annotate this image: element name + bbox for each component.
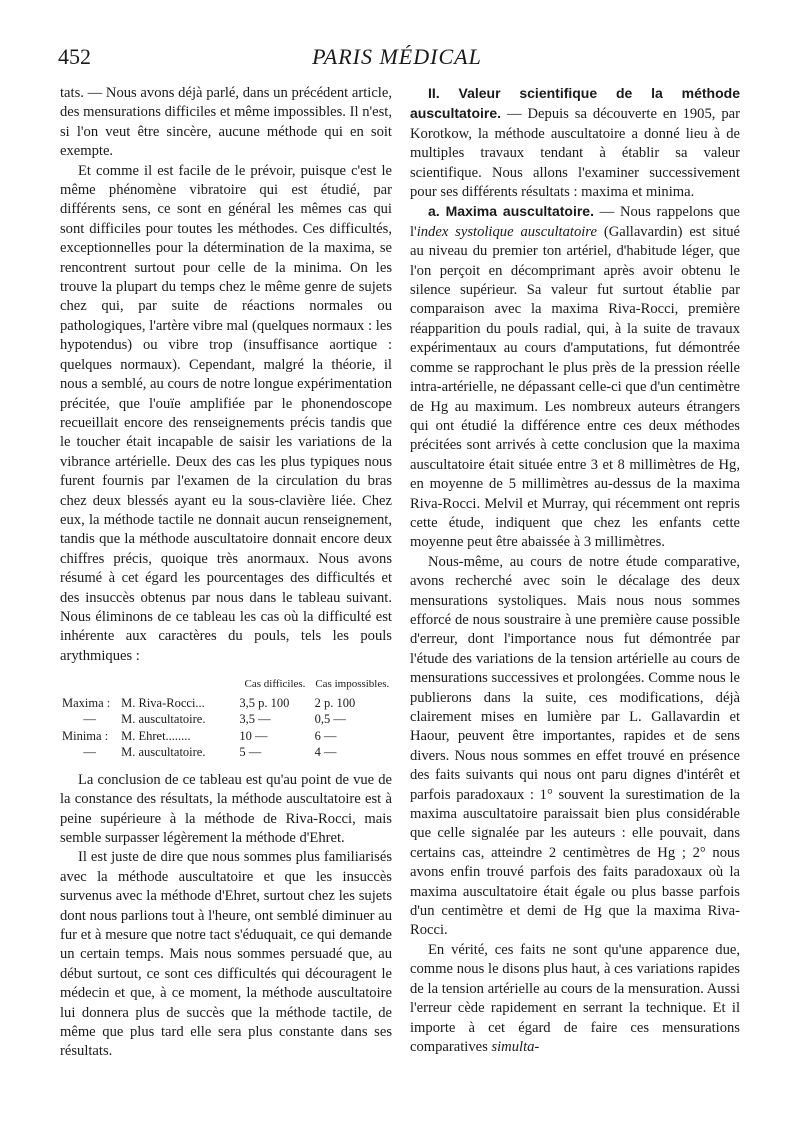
- table-header-row: [60, 676, 392, 695]
- row-impossibles: 2 p. 100: [314, 695, 356, 710]
- row-section: —: [83, 745, 96, 760]
- row-impossibles: 6 —: [314, 728, 337, 743]
- row-difficiles: 3,5 p. 100: [239, 695, 290, 710]
- subsection-paragraph: [410, 202, 740, 552]
- results-table: [60, 676, 392, 761]
- row-difficiles: 3,5 —: [239, 712, 271, 727]
- paragraph-1: tats. — Nous avons déjà parlé, dans un précédent article, des mensurations difficiles et même impossibles. Il n'est, si l'on veut être sincère, aucune méthode qui en soit exempte.: [60, 85, 392, 160]
- row-method: M. Riva-Rocci...: [121, 695, 205, 710]
- section-title: II. Valeur scientifique de la méthode auscultatoire.: [410, 85, 740, 122]
- paragraph-6-italic: simulta-: [491, 1038, 540, 1055]
- row-section: Maxima :: [62, 695, 111, 710]
- left-column: [60, 84, 392, 1062]
- table-row: [60, 695, 392, 712]
- subsection-text-2: (Gallavardin) est situé au niveau du premier ton artériel, d'habitude léger, que l'on perçoit en décomprimant après avoir obtenu le silence supérieur. Sa valeur fut surtout établie par comparaison avec la maxima Riva-Rocci, première réapparition du pouls radial, qui, à la suite de travaux expérimentaux au cours d'amputations, fut démontrée comme se rapprochant le plus près de la pression réelle intra-artérielle, ne dépassant celle-ci que d'un centimètre de Hg au maximum. Les nombreux auteurs étrangers qui ont étudié la différence entre ces deux méthodes précitées sont arrivés à cette conclusion que la maxima auscultatoire était située entre 3 et 8 millimètres de Hg, en moyenne de 5 millimètres au-dessus de la maxima Riva-Rocci. Melvil et Murray, qui récemment ont repris cette étude, indiquent que chez les enfants cette moyenne peut être abaissée à 3 millimètres.: [410, 223, 741, 551]
- row-section: —: [83, 712, 96, 727]
- row-method: M. auscultatoire.: [121, 712, 206, 727]
- subsection-italic: index systolique auscultatoire: [416, 223, 597, 240]
- subsection-title: a. Maxima auscultatoire.: [428, 203, 594, 220]
- table-row: [60, 728, 392, 745]
- row-method: M. auscultatoire.: [121, 745, 206, 760]
- paragraph-4: Il est juste de dire que nous sommes plus familiarisés avec la méthode auscultatoire et que les insuccès survenus avec la méthode d'Ehret, surtout chez les sujets dont nous parlions tout à l'heure, ont semblé diminuer au fur et à mesure que notre tact s'éduquait, ce qui demande un certain temps. Mais nous sommes persuadé que, au début surtout, ce sont ces difficultés qui découragent le médecin et que, à ce moment, la méthode auscultatoire lui donnera plus de succès que la méthode tactile, de même que plus tard elle sera plus constante dans ses résultats.: [60, 849, 392, 1060]
- page-number: 452: [58, 44, 91, 69]
- row-method: M. Ehret........: [121, 728, 191, 743]
- paragraph-2: Et comme il est facile de le prévoir, puisque c'est le même phénomène vibratoire qui est étudié, par différents sens, ce sont en général les mêmes cas qui sont difficiles pour toutes les méthodes. Ces difficultés, exceptionnelles pour la détermination de la maxima, se rencontrent surtout pour celle de la minima. On les trouve la plupart du temps chez le même genre de sujets chez qui, par suite de réactions normales ou pathologiques, l'artère vibre mal (quelques normaux : les hypotendus) ou vibre trop (insuffisance aortique : quelques normaux). Cependant, malgré la théorie, il nous a semblé, au cours de notre longue expérimentation précitée, que l'ouïe amplifiée par le phonendoscope recueillait encore des renseignements précis tandis que le toucher était incapable de saisir les variations de la vibrance artérielle. Deux des cas les plus typiques nous furent fournis par l'examen de la circulation du bras chez deux blessés ayant eu la sous-clavière liée. Chez eux, la méthode tactile ne donnait aucun renseignement, tandis que la méthode auscultatoire donnait encore deux chiffres précis, quoique très anormaux. Nous avons résumé à cet égard les pourcentages des difficultés et des insuccès obtenus par nous dans le tableau suivant. Nous éliminons de ce tableau les cas où la difficulté est inhérente aux caractères du pouls, tels les pouls arythmiques :: [60, 162, 392, 664]
- paragraph-3: La conclusion de ce tableau est qu'au point de vue de la constance des résultats, la méthode auscultatoire est à peine supérieure à la méthode de Riva-Rocci, mais semble surpasser légèrement la méthode d'Ehret.: [60, 771, 392, 846]
- table-row: [60, 711, 392, 728]
- table-row: [60, 744, 392, 761]
- table-header-difficiles: Cas difficiles.: [244, 678, 306, 691]
- paragraph-5: Nous-même, au cours de notre étude comparative, avons recherché avec soin le décalage des deux mensurations systoliques. Mais nous nous sommes efforcé de nous soustraire à une première cause possible d'erreur, dont l'importance nous fut démontrée par l'étude des variations de la tension artérielle au cours de mensurations successives et prolongées. Comme nous le publierons dans la suite, ces modifications, déjà clairement mises en lumière par L. Gallavardin et Haour, peuvent être importantes, rapides et de sens divers. Nous nous sommes en effet trouvé en présence des faits suivants qui nous ont paru dignes d'intérêt et parfois paradoxaux : 1° souvent la surestimation de la maxima auscultatoire paraissait bien plus considérable que celle signalée par les auteurs : elle pouvait, dans certains cas, atteindre 2 centimètres de Hg ; 2° nous avons enfin trouvé parfois des faits paradoxaux où la maxima auscultatoire était égale ou plus basse parfois d'un centimètre et demi de Hg que la maxima Riva-Rocci.: [410, 553, 740, 939]
- table-header-cell: [60, 676, 119, 695]
- paragraph-6: [410, 941, 740, 1057]
- page-header: [58, 44, 736, 74]
- row-difficiles: 10 —: [239, 728, 268, 743]
- row-difficiles: 5 —: [239, 745, 262, 760]
- row-impossibles: 4 —: [314, 745, 337, 760]
- running-title: PARIS MÉDICAL: [312, 44, 482, 69]
- subsection-text-1: — Nous rappelons que l': [410, 204, 741, 240]
- row-section: Minima :: [62, 728, 109, 743]
- table-header-impossibles: Cas impossibles.: [315, 678, 390, 691]
- row-impossibles: 0,5 —: [314, 712, 346, 727]
- table-header-cell: [119, 676, 237, 695]
- right-column: [410, 84, 740, 1057]
- section-paragraph: [410, 84, 740, 202]
- paragraph-6-text: En vérité, ces faits ne sont qu'une apparence due, comme nous le disons plus haut, à ces variations rapides de la tension artérielle au cours de la mensuration. Aussi l'erreur cède rapidement en serrant la technique. Et il importe à cet égard de faire ces mensurations comparatives: [410, 941, 740, 1055]
- section-text: — Depuis sa découverte en 1905, par Korotkow, la méthode auscultatoire a donné lieu à de multiples travaux tendant à établir sa valeur scientifique. Nous allons l'examiner successivement pour ses différents résultats : maxima et minima.: [410, 106, 740, 201]
